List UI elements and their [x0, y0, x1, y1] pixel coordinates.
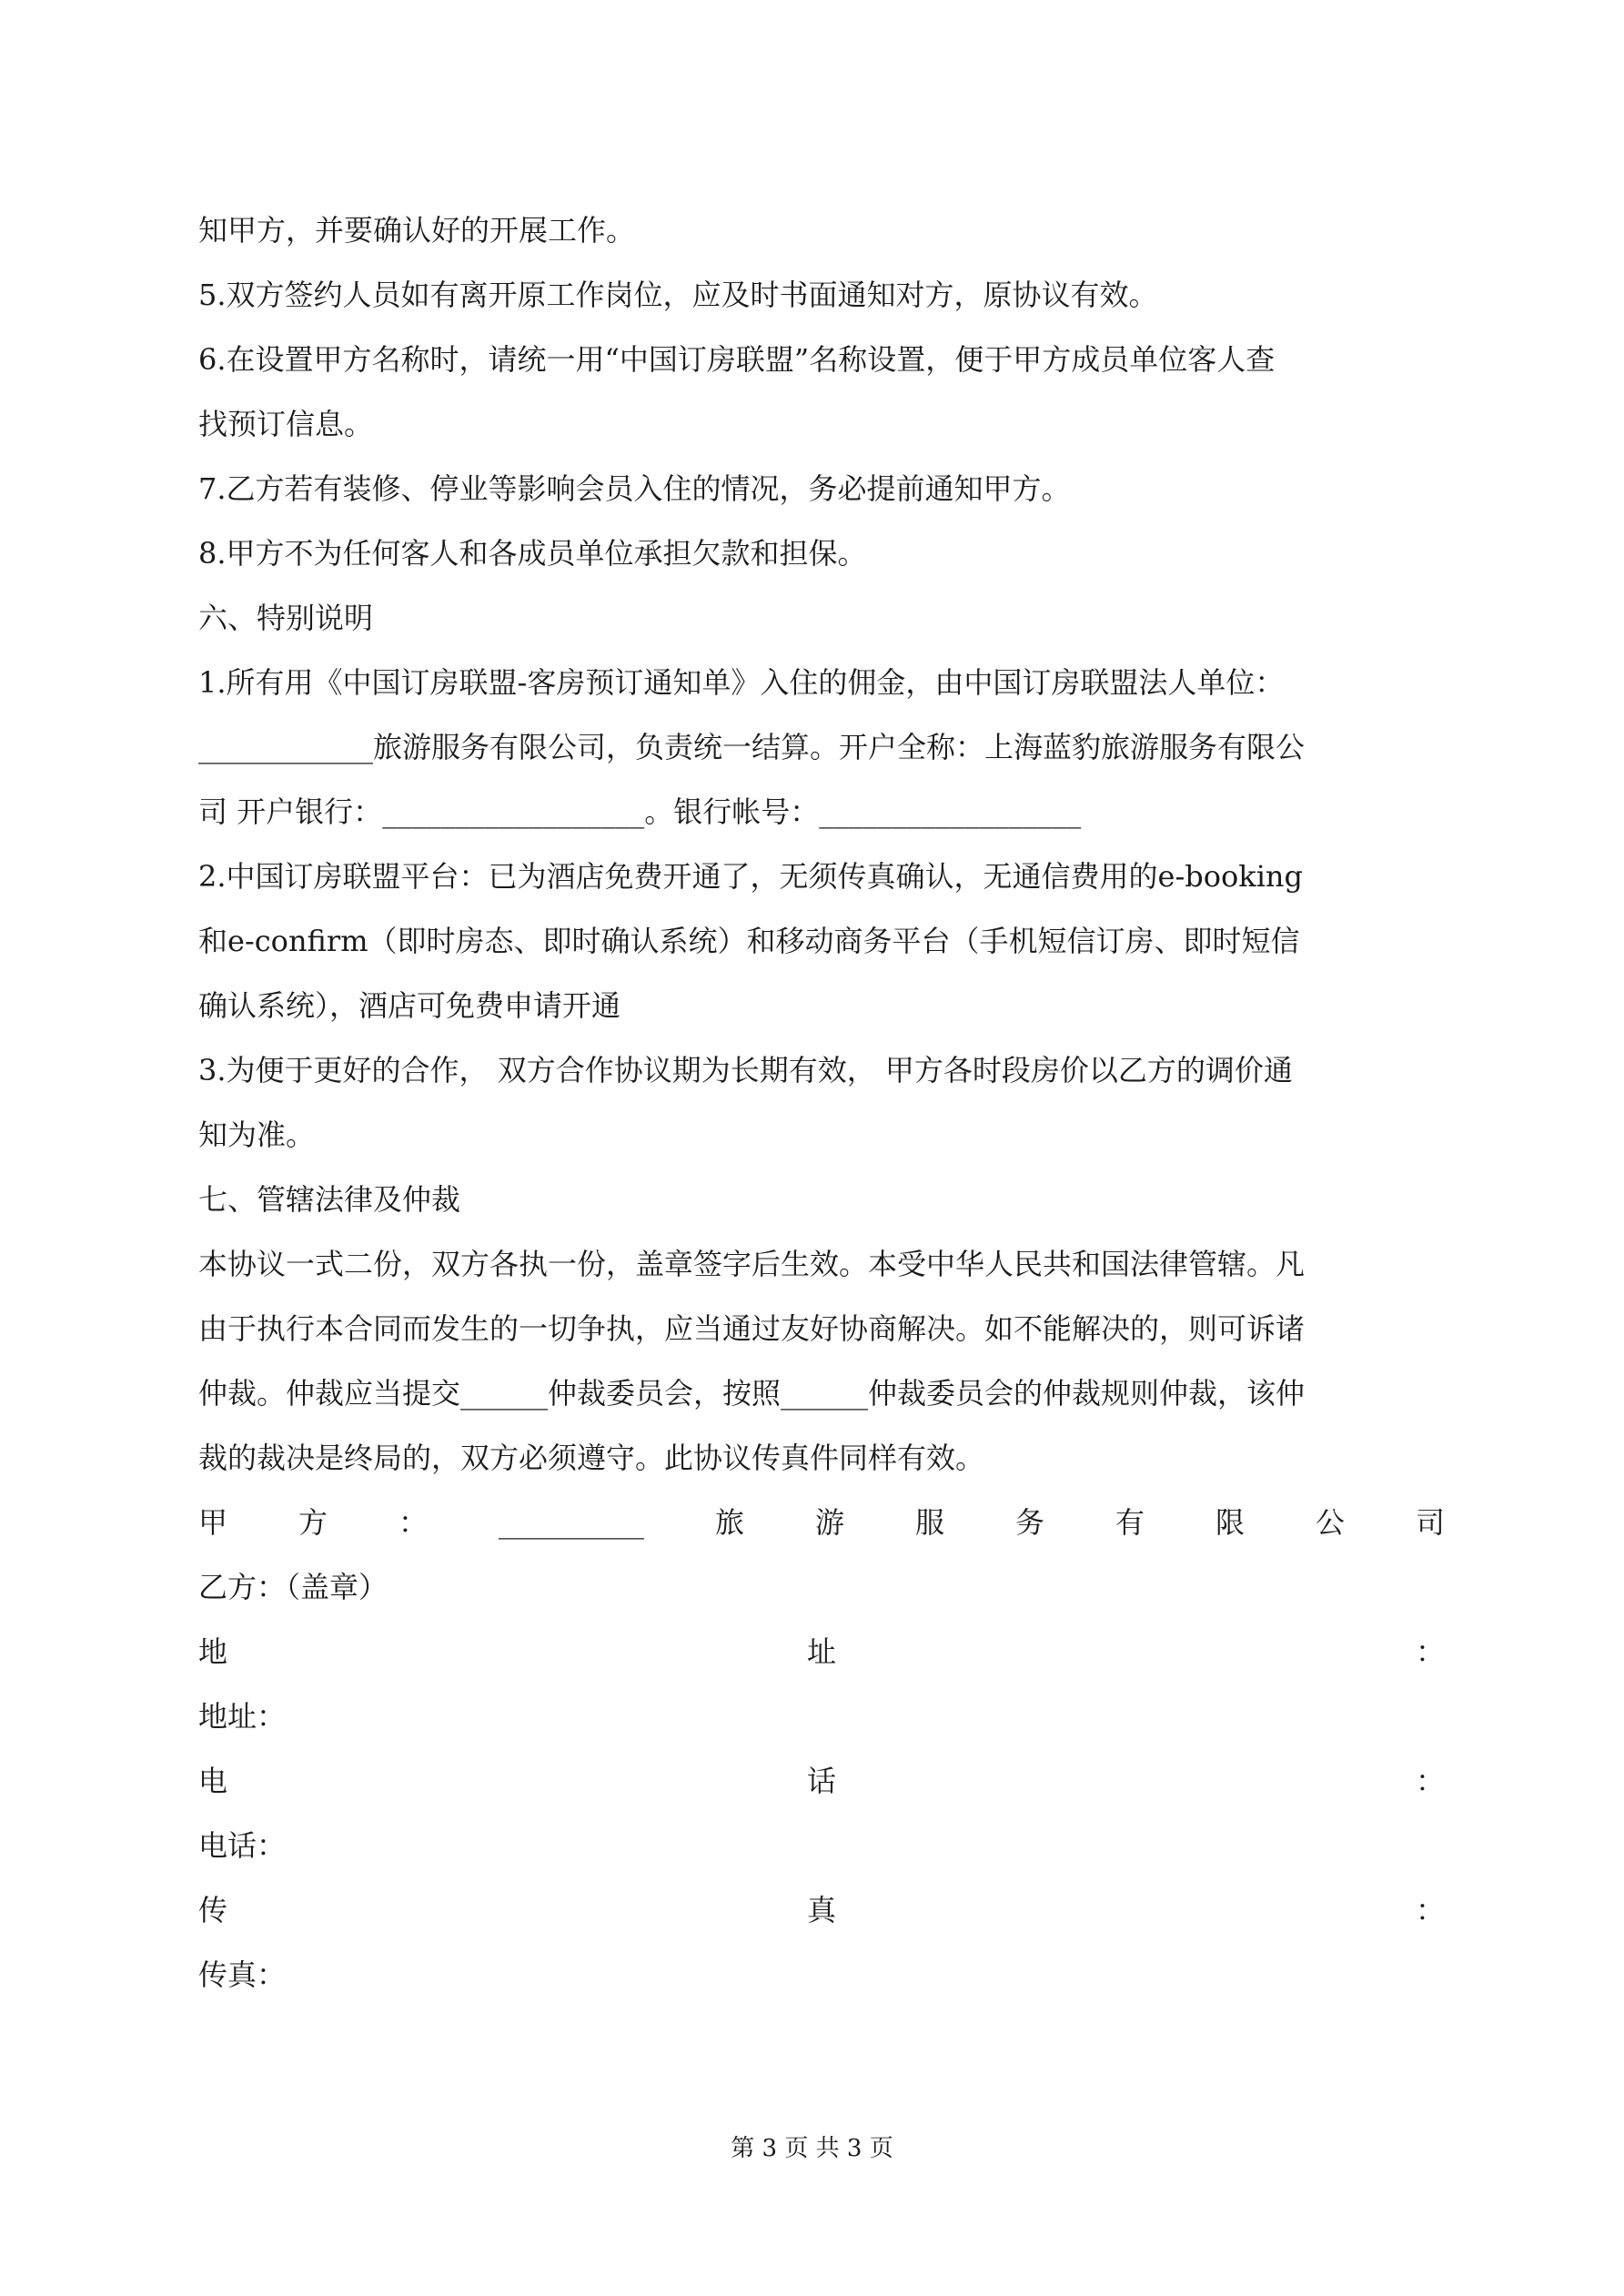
phone-line-b: 电话：	[198, 1828, 287, 1863]
clause-5: 5.双方签约人员如有离开原工作岗位，应及时书面通知对方，原协议有效。	[198, 278, 1158, 312]
party-a-char: 公	[1315, 1505, 1345, 1540]
fax-char: 真	[806, 1893, 836, 1927]
address-line-b: 地址：	[198, 1699, 287, 1734]
blank-company: ____________	[198, 730, 373, 764]
party-a-char: 限	[1215, 1505, 1245, 1540]
bank-label: 司 开户银行：	[198, 794, 383, 829]
fax-char: ：	[1415, 1893, 1445, 1927]
phone-line-a	[198, 1749, 1445, 1814]
page-footer: 第 3 页 共 3 页	[731, 2135, 893, 2162]
address-char: 址	[806, 1634, 836, 1669]
fax-line-b: 传真：	[198, 1957, 287, 1992]
blank-arbitration-1: ______	[460, 1376, 549, 1411]
party-a-char: 务	[1014, 1505, 1044, 1540]
section-heading-6: 六、特别说明	[198, 601, 374, 635]
special-2-cont: 和e-confirm（即时房态、即时确认系统）和移动商务平台（手机短信订房、即时短信	[198, 924, 1300, 958]
special-3-cont: 知为准。	[198, 1118, 316, 1152]
special-1-cont	[198, 715, 1445, 780]
law-para-2: 由于执行本合同而发生的一切争执，应当通过友好协商解决。如不能解决的，则可诉诸	[198, 1311, 1306, 1346]
document-page	[198, 198, 1445, 2008]
arbitration-text-b: 仲裁委员会，按照	[548, 1376, 782, 1411]
clause-8: 8.甲方不为任何客人和各成员单位承担欠款和担保。	[198, 536, 867, 571]
clause-6-cont: 找预订信息。	[198, 407, 374, 441]
special-3: 3.为便于更好的合作， 双方合作协议期为长期有效， 甲方各时段房价以乙方的调价通	[198, 1053, 1293, 1087]
section-heading-7: 七、管辖法律及仲裁	[198, 1182, 461, 1217]
party-b-label: 乙方：（盖章）	[198, 1570, 388, 1604]
law-para-1: 本协议一式二份，双方各执一份，盖章签字后生效。本受中华人民共和国法律管辖。凡	[198, 1247, 1306, 1281]
arbitration-text-c: 仲裁委员会的仲裁规则仲裁，该仲	[868, 1376, 1306, 1411]
law-para-3	[198, 1361, 1445, 1426]
fax-char: 传	[198, 1893, 228, 1927]
phone-char: 电	[198, 1764, 228, 1798]
party-a-char: 有	[1115, 1505, 1145, 1540]
special-1-text: 旅游服务有限公司，负责统一结算。开户全称：上海蓝豹旅游服务有限公	[373, 730, 1306, 764]
phone-char: 话	[806, 1764, 836, 1798]
special-1: 1.所有用《中国订房联盟-客房预订通知单》入住的佣金，由中国订房联盟法人单位：	[198, 665, 1285, 700]
clause-6: 6.在设置甲方名称时，请统一用“中国订房联盟”名称设置，便于甲方成员单位客人查	[198, 342, 1276, 377]
law-para-4: 裁的裁决是终局的，双方必须遵守。此协议传真件同样有效。	[198, 1441, 985, 1475]
special-2-end: 确认系统），酒店可免费申请开通	[198, 988, 621, 1023]
account-label: 。银行帐号：	[644, 794, 820, 829]
blank-account: __________________	[819, 794, 1082, 829]
address-char: ：	[1415, 1634, 1445, 1669]
party-a-char: 方	[298, 1505, 328, 1540]
bank-info-line	[198, 780, 1445, 845]
arbitration-text-a: 仲裁。仲裁应当提交	[198, 1376, 461, 1411]
party-a-line	[198, 1491, 1445, 1555]
phone-char: ：	[1415, 1764, 1445, 1798]
paragraph-line: 知甲方，并要确认好的开展工作。	[198, 213, 636, 248]
party-a-char: 旅	[714, 1505, 744, 1540]
address-char: 地	[198, 1634, 228, 1669]
party-a-char: 服	[914, 1505, 944, 1540]
party-a-char: ：	[398, 1505, 429, 1540]
party-a-char: 游	[814, 1505, 844, 1540]
blank-bank: __________________	[382, 794, 645, 829]
blank-party-a: __________	[499, 1505, 644, 1540]
party-a-char: 司	[1415, 1505, 1445, 1540]
address-line-a	[198, 1620, 1445, 1684]
blank-arbitration-2: ______	[781, 1376, 869, 1411]
clause-7: 7.乙方若有装修、停业等影响会员入住的情况，务必提前通知甲方。	[198, 471, 1071, 506]
party-a-char: 甲	[198, 1505, 228, 1540]
special-2: 2.中国订房联盟平台：已为酒店免费开通了，无须传真确认，无通信费用的e-booking	[198, 859, 1304, 894]
fax-line-a	[198, 1878, 1445, 1943]
